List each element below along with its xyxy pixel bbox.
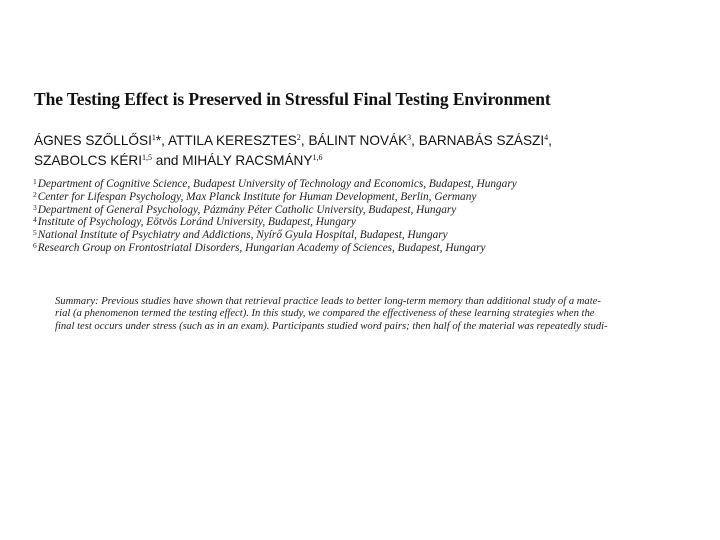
affiliation-item: [33, 229, 693, 242]
author-name: ATTILA KERESZTES: [167, 133, 297, 148]
author-name: SZABOLCS KÉRI: [34, 153, 143, 168]
author-separator: ,: [411, 133, 419, 148]
author-list: [34, 131, 694, 171]
summary-abstract: [55, 296, 687, 333]
author-affiliation-mark: 4: [544, 133, 549, 142]
affiliation-text: Research Group on Frontostriatal Disorders, Hungarian Academy of Sciences, Budapest, Hungary: [37, 241, 486, 254]
affiliation-text: National Institute of Psychiatry and Addictions, Nyírő Gyula Hospital, Budapest, Hungary: [37, 229, 448, 242]
author-line-2: [34, 151, 694, 171]
affiliation-number: 4: [33, 215, 37, 225]
author-name: BARNABÁS SZÁSZI: [418, 133, 545, 148]
author-affiliation-mark: 2: [296, 133, 301, 142]
author-separator: *,: [155, 133, 168, 148]
affiliation-list: [33, 178, 693, 255]
author-name: ÁGNES SZŐLLŐSI: [34, 133, 152, 148]
author-separator: ,: [300, 133, 309, 148]
summary-line: Summary: Previous studies have shown that retrieval practice leads to better long-term memory than additional study of a mate-: [55, 296, 601, 307]
summary-line: final test occurs under stress (such as in an exam). Participants studied word pairs; then half of the material was repeatedly studi-: [55, 320, 608, 332]
author-affiliation-mark: 1: [151, 133, 156, 142]
affiliation-text: Department of Cognitive Science, Budapest University of Technology and Economics, Budapest, Hungary: [37, 178, 517, 190]
author-name: BÁLINT NOVÁK: [308, 133, 408, 148]
author-line-1: [34, 131, 694, 151]
affiliation-text: Center for Lifespan Psychology, Max Planck Institute for Human Development, Berlin, Germany: [37, 190, 477, 203]
author-affiliation-mark: 1,6: [312, 153, 323, 162]
affiliation-item: [33, 191, 693, 204]
affiliation-number: 3: [33, 202, 37, 212]
author-name: MIHÁLY RACSMÁNY: [182, 153, 313, 168]
summary-line: rial (a phenomenon termed the testing effect). In this study, we compared the effectiveness of these learning strategies when the: [55, 308, 595, 320]
affiliation-number: 6: [33, 240, 37, 250]
affiliation-text: Department of General Psychology, Pázmány Péter Catholic University, Budapest, Hungary: [37, 203, 457, 216]
affiliation-number: 1: [33, 177, 37, 186]
paper-title: The Testing Effect is Preserved in Stressful Final Testing Environment: [34, 89, 551, 109]
author-affiliation-mark: 1,5: [142, 153, 153, 162]
affiliation-item: [33, 204, 693, 217]
affiliation-number: 2: [33, 189, 37, 199]
author-separator: and: [152, 153, 183, 168]
affiliation-text: Institute of Psychology, Eötvös Loránd University, Budapest, Hungary: [37, 216, 356, 229]
affiliation-item: [33, 178, 693, 191]
author-affiliation-mark: 3: [407, 133, 412, 142]
affiliation-item: [33, 242, 693, 255]
affiliation-item: [33, 216, 693, 229]
affiliation-number: 5: [33, 228, 37, 238]
author-separator: ,: [548, 133, 552, 148]
